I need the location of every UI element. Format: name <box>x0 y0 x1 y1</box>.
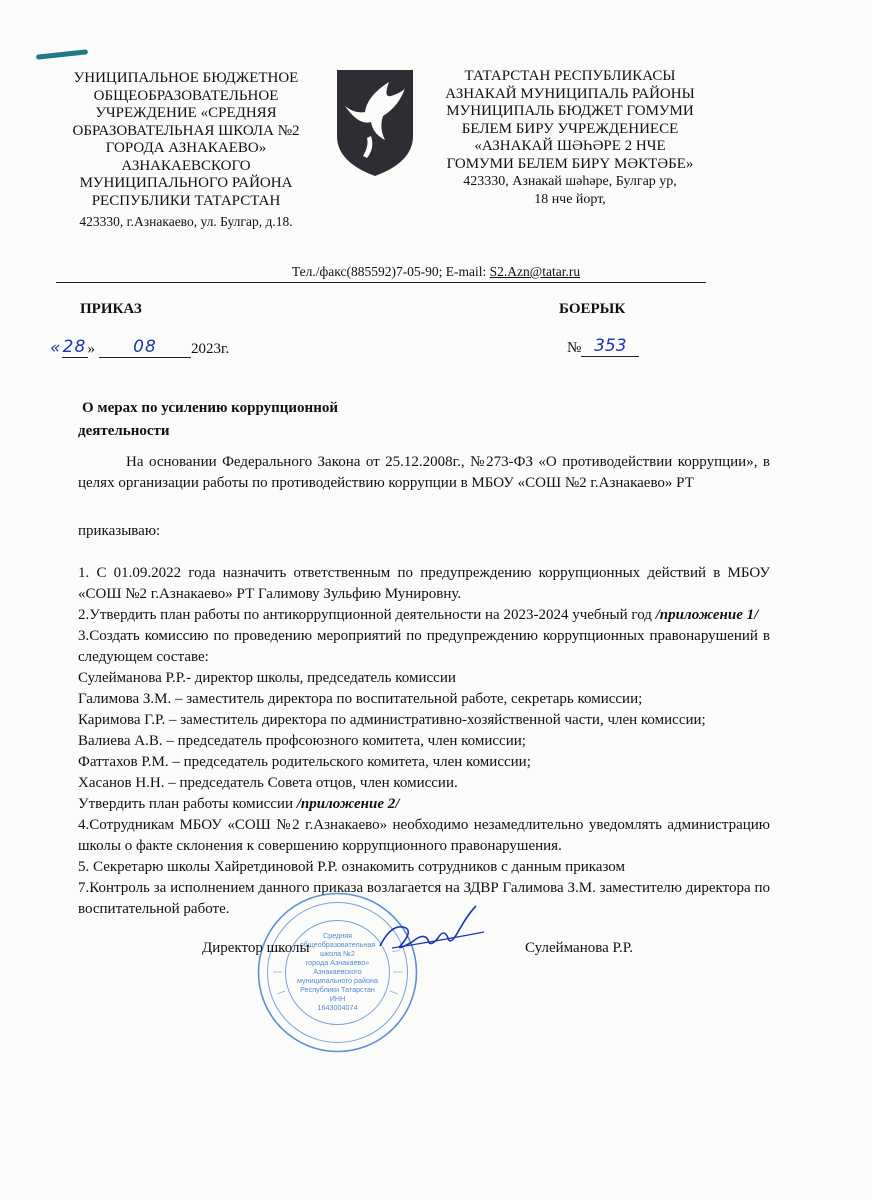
order-item-1: 1. С 01.09.2022 года назначить ответственным по предупреждению коррупционных действий в МБОУ «СОШ №2 г.Азнакаево» РТ Галимову Зульфию Мунировну. <box>78 565 770 602</box>
stamp-line: ИНН <box>329 994 346 1003</box>
date-year: 2023г. <box>191 341 230 357</box>
header-left-address: 423330, г.Азнакаево, ул. Булгар, д.18. <box>79 214 293 229</box>
corner-pen-mark <box>36 49 88 59</box>
email-link[interactable]: S2.Azn@tatar.ru <box>489 264 581 279</box>
header-right-line: ГОМУМИ БЕЛЕМ БИРҮ МӘКТӘБЕ» <box>446 155 694 172</box>
order-items <box>78 563 770 920</box>
header-left-line: ОБРАЗОВАТЕЛЬНАЯ ШКОЛА №2 <box>72 122 300 139</box>
handwritten-signature <box>372 902 492 962</box>
contact-phone: Тел./факс(885592)7-05-90; E-mail: <box>291 264 490 279</box>
order-item-3: 3.Создать комиссию по проведению мероприятий по предупреждению коррупционных правонарушений в следующем составе: <box>78 628 770 665</box>
number-sign: № <box>567 340 582 356</box>
commission-plan-text: Утвердить план работы комиссии <box>78 796 293 812</box>
stamp-line: Азнакаевского <box>313 967 362 976</box>
header-right-line: БЕЛЕМ БИРУ УЧРЕЖДЕНИЕСЕ <box>461 120 679 137</box>
order-item-4: 4.Сотрудникам МБОУ «СОШ №2 г.Азнакаево» необходимо незамедлительно уведомлять администрацию школы о факте склонения к совершению коррупционного правонарушения. <box>78 817 770 854</box>
header-right-address-1: 423330, Азнакай шәһәре, Булгар ур, <box>463 174 677 189</box>
stamp-line: 1643004074 <box>317 1003 358 1012</box>
title-boeryk: БОЕРЫК <box>559 301 626 317</box>
header-left-russian <box>40 70 332 231</box>
header-right-address-2: 18 нче йорт, <box>534 191 606 207</box>
commission-member: Каримова Г.Р. – заместитель директора по административно-хозяйственной части, член комиссии; <box>78 712 706 728</box>
order-item-5: 5. Секретарю школы Хайретдиновой Р.Р. ознакомить сотрудников с данным приказом <box>78 859 626 875</box>
order-subject <box>78 397 378 443</box>
contact-line <box>0 264 872 280</box>
date-close-quote: » <box>87 341 95 357</box>
order-number <box>567 336 639 357</box>
header-right-line: МУНИЦИПАЛЬ БЮДЖЕТ ГОМУМИ <box>446 103 694 119</box>
order-word: приказываю: <box>78 523 161 539</box>
date-month: 08 <box>99 337 191 358</box>
signature-position: Директор школы <box>202 940 310 956</box>
header-left-line: ГОРОДА АЗНАКАЕВО» <box>105 140 267 156</box>
order-body <box>78 452 770 920</box>
stamp-line: общеобразовательная <box>299 940 376 949</box>
number-value: 353 <box>581 336 639 357</box>
header-left-line: УНИЦИПАЛЬНОЕ БЮДЖЕТНОЕ <box>73 70 299 86</box>
header-left-line: МУНИЦИПАЛЬНОГО РАЙОНА <box>79 175 293 191</box>
title-prikaz: ПРИКАЗ <box>80 301 142 317</box>
date-day: 28 <box>62 337 87 357</box>
stamp-line: школа №2 <box>320 949 355 958</box>
commission-member: Фаттахов Р.М. – председатель родительского комитета, член комиссии; <box>78 754 531 770</box>
header-divider <box>56 282 706 283</box>
stamp-line: Республики Татарстан <box>300 985 375 994</box>
commission-member: Галимова З.М. – заместитель директора по воспитательной работе, секретарь комиссии; <box>78 691 643 707</box>
commission-member: Валиева А.В. – председатель профсоюзного комитета, член комиссии; <box>78 733 526 749</box>
attachment-1-ref: /приложение 1/ <box>655 607 759 623</box>
order-item-2-text: 2.Утвердить план работы по антикоррупционной деятельности на 2023-2024 учебный год <box>78 607 652 623</box>
header-left-line: АЗНАКАЕВСКОГО <box>121 157 251 174</box>
basis-paragraph: На основании Федерального Закона от 25.12.2008г., №273-ФЗ «О противодействии коррупции», в целях организации работы по противодействию коррупции в МБОУ «СОШ №2 г.Азнакаево» РТ <box>78 454 770 491</box>
header-left-line: УЧРЕЖДЕНИЕ «СРЕДНЯЯ <box>95 105 277 121</box>
header-right-line: ТАТАРСТАН РЕСПУБЛИКАСЫ <box>464 68 676 84</box>
header-right-tatar <box>420 68 720 208</box>
attachment-2-ref: /приложение 2/ <box>296 796 400 812</box>
subject-line-1: О мерах по усилению коррупционной <box>82 400 338 416</box>
order-item-7: 7.Контроль за исполнением данного приказа возлагается на ЗДВР Галимова З.М. заместителю директора по воспитательной работе. <box>78 880 770 917</box>
header-right-line: «АЗНАКАЙ ШӘҺӘРЕ 2 НЧЕ <box>474 138 666 154</box>
stamp-line: Средняя <box>323 931 352 940</box>
school-emblem-logo <box>333 66 417 178</box>
order-item-2 <box>78 605 770 626</box>
signature-name: Сулейманова Р.Р. <box>525 940 633 956</box>
header-left-line: ОБЩЕОБРАЗОВАТЕЛЬНОЕ <box>93 87 279 104</box>
date-open-quote: « <box>50 338 62 358</box>
stamp-line: города Азнакаево» <box>305 958 370 967</box>
commission-plan <box>78 794 770 815</box>
stamp-line: муниципального района <box>297 976 378 985</box>
header-left-line: РЕСПУБЛИКИ ТАТАРСТАН <box>91 192 281 209</box>
header-right-line: АЗНАКАЙ МУНИЦИПАЛЬ РАЙОНЫ <box>445 85 695 102</box>
commission-member: Сулейманова Р.Р.- директор школы, председатель комиссии <box>78 670 456 686</box>
order-date <box>50 337 229 358</box>
commission-member: Хасанов Н.Н. – председатель Совета отцов, член комиссии. <box>78 775 458 791</box>
subject-line-2: деятельности <box>78 423 170 439</box>
